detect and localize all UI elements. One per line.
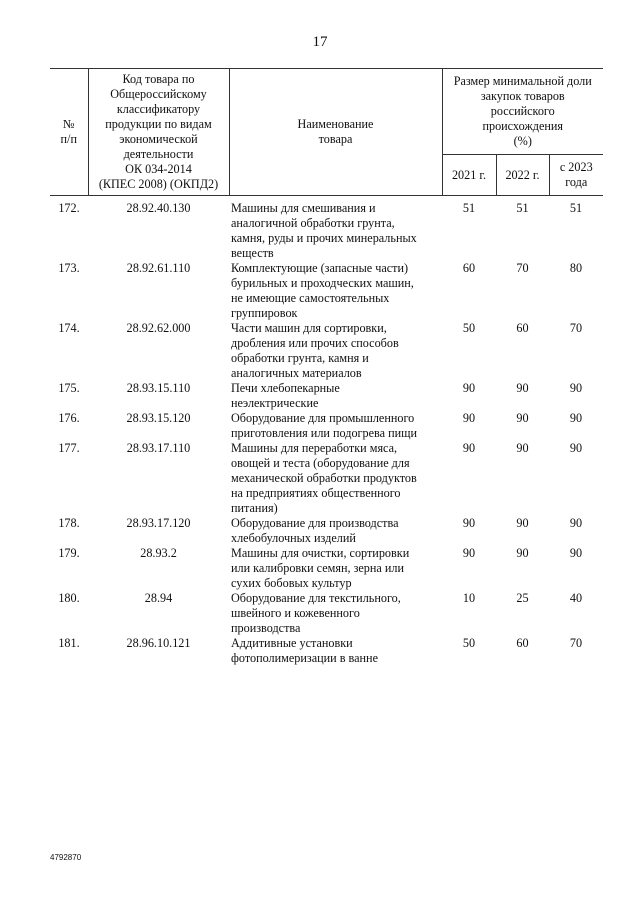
goods-table bbox=[50, 68, 603, 666]
row-name: Оборудование для промышленного приготовления или подогрева пищи bbox=[231, 411, 418, 440]
page-number: 17 bbox=[312, 34, 328, 50]
row-value-2022: 90 bbox=[516, 381, 529, 395]
row-value-2021: 90 bbox=[462, 516, 476, 530]
table-row bbox=[50, 261, 603, 321]
row-value-2023: 40 bbox=[569, 591, 583, 605]
row-code: 28.93.15.120 bbox=[126, 411, 191, 425]
row-name: Машины для очистки, сортировки или калибровки семян, зерна или сухих бобовых культур bbox=[231, 546, 410, 590]
row-name: Печи хлебопекарные неэлектрические bbox=[231, 381, 340, 410]
row-code: 28.94 bbox=[144, 591, 173, 605]
row-value-2022: 90 bbox=[516, 411, 529, 425]
row-value-2022: 60 bbox=[516, 636, 529, 650]
footer-code: 4792870 bbox=[50, 853, 82, 862]
header-share: Размер минимальной доли закупок товаров российского происхождения (%) bbox=[442, 69, 603, 155]
row-value-2022: 51 bbox=[516, 201, 529, 215]
row-number: 177. bbox=[58, 441, 80, 455]
row-value-2023: 70 bbox=[569, 321, 583, 335]
row-code: 28.96.10.121 bbox=[126, 636, 191, 650]
row-number: 172. bbox=[58, 201, 80, 215]
row-value-2023: 90 bbox=[569, 381, 583, 395]
row-value-2022: 25 bbox=[516, 591, 529, 605]
table-row bbox=[50, 516, 603, 546]
row-number: 179. bbox=[58, 546, 80, 560]
row-value-2022: 90 bbox=[516, 516, 529, 530]
header-year-2023: с 2023 года bbox=[549, 155, 603, 196]
row-number: 181. bbox=[58, 636, 80, 650]
table-row bbox=[50, 546, 603, 591]
header-name: Наименование товара bbox=[229, 69, 442, 196]
row-code: 28.93.17.120 bbox=[126, 516, 191, 530]
row-value-2021: 90 bbox=[462, 546, 476, 560]
row-name: Оборудование для текстильного, швейного и кожевенного производства bbox=[231, 591, 401, 635]
table-row bbox=[50, 441, 603, 516]
row-value-2021: 10 bbox=[462, 591, 476, 605]
row-value-2023: 90 bbox=[569, 411, 583, 425]
row-code: 28.93.15.110 bbox=[126, 381, 191, 395]
row-value-2023: 90 bbox=[569, 516, 583, 530]
row-value-2021: 90 bbox=[462, 411, 476, 425]
row-value-2021: 90 bbox=[462, 381, 476, 395]
row-name: Части машин для сортировки, дробления или прочих способов обработки грунта, камня и аналогичных материалов bbox=[231, 321, 399, 380]
header-num: № п/п bbox=[50, 69, 88, 196]
table-header-row bbox=[50, 69, 603, 155]
row-value-2023: 80 bbox=[569, 261, 583, 275]
row-code: 28.92.40.130 bbox=[126, 201, 191, 215]
row-code: 28.92.61.110 bbox=[126, 261, 191, 275]
row-value-2022: 90 bbox=[516, 546, 529, 560]
row-code: 28.92.62.000 bbox=[126, 321, 191, 335]
row-number: 180. bbox=[58, 591, 80, 605]
table-row bbox=[50, 381, 603, 411]
row-value-2021: 50 bbox=[462, 321, 476, 335]
table-row bbox=[50, 636, 603, 666]
row-value-2021: 90 bbox=[462, 441, 476, 455]
row-value-2023: 70 bbox=[569, 636, 583, 650]
row-value-2023: 51 bbox=[569, 201, 583, 215]
row-value-2022: 70 bbox=[516, 261, 529, 275]
table-body bbox=[50, 196, 603, 667]
row-value-2023: 90 bbox=[569, 546, 583, 560]
row-number: 173. bbox=[58, 261, 80, 275]
header-code: Код товара по Общероссийскому классификатору продукции по видам экономической деятельности ОК 034-2014 (КПЕС 2008) (ОКПД2) bbox=[88, 69, 229, 196]
table-row bbox=[50, 591, 603, 636]
row-number: 174. bbox=[58, 321, 80, 335]
row-value-2022: 90 bbox=[516, 441, 529, 455]
row-value-2023: 90 bbox=[569, 441, 583, 455]
row-name: Машины для смешивания и аналогичной обработки грунта, камня, руды и прочих минеральных веществ bbox=[231, 201, 417, 260]
row-value-2021: 50 bbox=[462, 636, 476, 650]
table-row bbox=[50, 196, 603, 262]
row-value-2022: 60 bbox=[516, 321, 529, 335]
table-row bbox=[50, 321, 603, 381]
row-value-2021: 51 bbox=[462, 201, 476, 215]
row-value-2021: 60 bbox=[462, 261, 476, 275]
row-code: 28.93.2 bbox=[140, 546, 177, 560]
row-name: Оборудование для производства хлебобулочных изделий bbox=[231, 516, 399, 545]
row-name: Машины для переработки мяса, овощей и теста (оборудование для механической обработки продуктов на предприятиях общественного питания) bbox=[231, 441, 417, 515]
row-number: 176. bbox=[58, 411, 80, 425]
row-name: Аддитивные установки фотополимеризации в ванне bbox=[231, 636, 378, 665]
row-name: Комплектующие (запасные части) бурильных и проходческих машин, не имеющие самостоятельных группировок bbox=[231, 261, 414, 320]
row-number: 178. bbox=[58, 516, 80, 530]
header-year-2022: 2022 г. bbox=[496, 155, 549, 196]
row-code: 28.93.17.110 bbox=[126, 441, 191, 455]
row-number: 175. bbox=[58, 381, 80, 395]
table-row bbox=[50, 411, 603, 441]
header-year-2021: 2021 г. bbox=[442, 155, 496, 196]
